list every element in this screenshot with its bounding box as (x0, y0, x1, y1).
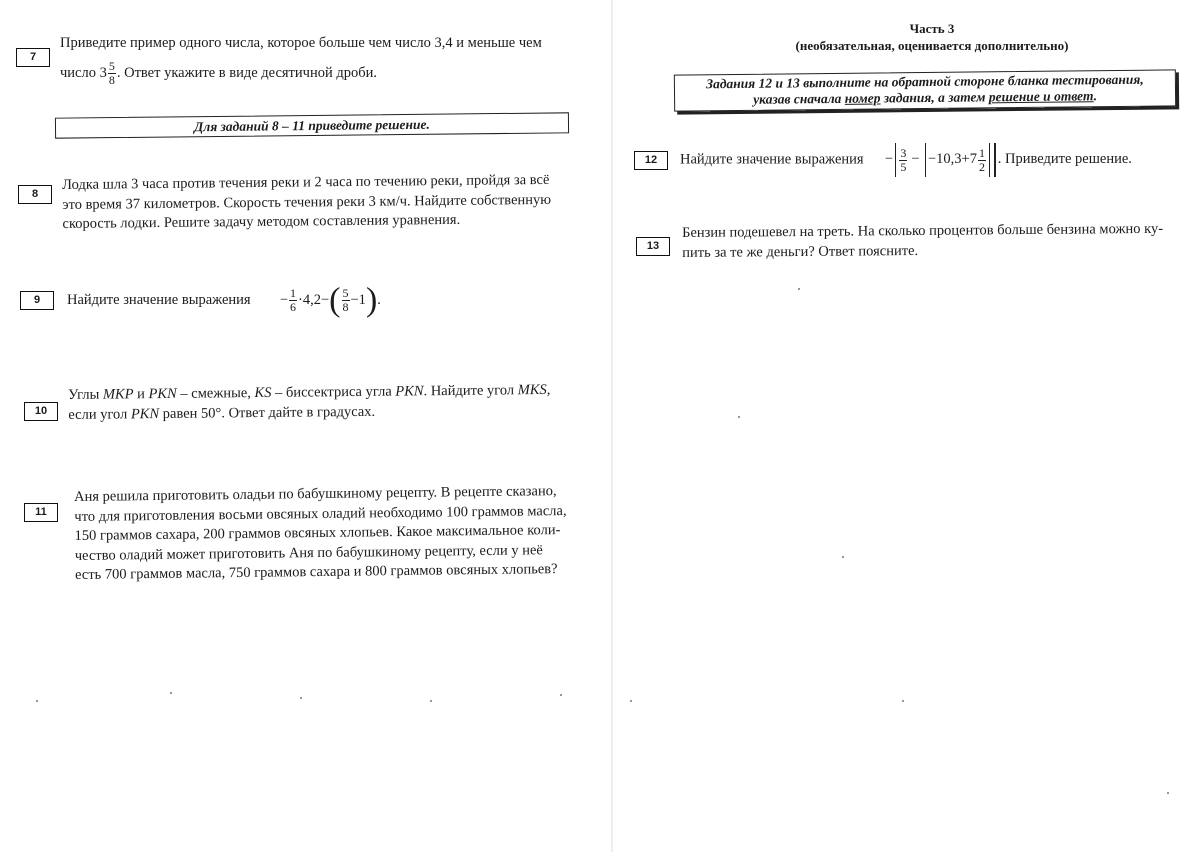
part-title: Часть 3 (909, 21, 955, 36)
open-paren: ( (329, 281, 341, 319)
close-paren: ) (365, 281, 378, 319)
task-number: 7 (16, 48, 50, 67)
fraction-denominator: 8 (108, 72, 115, 87)
scan-speck (170, 692, 172, 694)
underlined-text: номер (844, 90, 881, 106)
text-part: и (133, 386, 149, 403)
angle-name: PKN (148, 385, 177, 403)
task-line: пить за те же деньги? Ответ поясните. (682, 242, 919, 261)
underlined-text: решение и ответ (988, 88, 1094, 105)
minus-sign: − (884, 151, 894, 168)
scan-speck (560, 694, 562, 696)
expression-label: Найдите значение выражения (680, 151, 864, 168)
task-line: Приведите пример одного числа, которое больше чем число 3,4 и меньше чем (60, 35, 542, 51)
text-part: задания, а затем (880, 89, 989, 106)
abs-bar (989, 143, 990, 177)
task-number: 9 (20, 291, 54, 310)
task-line: 150 граммов сахара, 200 граммов овсяных хлопьев. Какое максимальное коли- (74, 522, 561, 544)
fraction-numerator: 5 (108, 58, 115, 73)
expression-end: . Приведите решение. (997, 151, 1132, 168)
ray-name: KS (254, 384, 272, 402)
fraction (108, 60, 116, 87)
task-text (68, 381, 588, 425)
text-part: . (1093, 88, 1098, 104)
fraction-numerator: 1 (978, 145, 985, 160)
text-part: равен 50°. Ответ дайте в градусах. (159, 403, 376, 422)
part-subtitle: (необязательная, оценивается дополнительно) (795, 38, 1069, 53)
expression (884, 145, 1132, 174)
angle-name: MKS (517, 381, 547, 399)
text-part: если угол (68, 405, 131, 423)
fraction-denominator: 6 (290, 300, 297, 314)
task-line: Лодка шла 3 часа против течения реки и 2 часа по течению реки, пройдя за всё (62, 171, 550, 193)
angle-name: MKP (102, 386, 134, 403)
scan-speck (300, 697, 302, 699)
expression-part: −10,3+7 (928, 151, 977, 168)
fraction-denominator: 8 (342, 300, 349, 314)
task-text (60, 34, 580, 87)
minus-sign: − (279, 291, 289, 308)
scan-speck (430, 700, 432, 702)
abs-bar (895, 143, 896, 177)
task-text (682, 220, 1182, 263)
task-line: есть 700 граммов масла, 750 граммов сахара и 800 граммов овсяных хлопьев? (74, 561, 558, 583)
task-number: 10 (24, 402, 58, 421)
fraction-numerator: 1 (290, 286, 297, 300)
abs-bar (994, 143, 995, 177)
task-line-prefix: число (60, 64, 96, 81)
abs-bar (925, 143, 926, 177)
task-line: что для приготовления восьми овсяных оладий необходимо 100 граммов масла, (74, 502, 567, 525)
angle-name: PKN (395, 383, 424, 400)
task-number: 8 (18, 185, 52, 204)
task-number: 11 (24, 503, 58, 522)
fraction (289, 287, 297, 314)
angle-name: PKN (130, 405, 160, 422)
scan-speck (1167, 792, 1169, 794)
expression (279, 281, 381, 319)
expression-part: ·4,2− (298, 291, 330, 308)
fraction-denominator: 2 (978, 159, 985, 174)
task-text (74, 482, 575, 586)
task-number: 13 (636, 237, 670, 256)
text-part: . Найдите угол (423, 382, 518, 400)
task-line (60, 60, 580, 87)
fraction (978, 147, 986, 174)
task-line: это время 37 километров. Скорость течения реки 3 км/ч. Найдите собственную (62, 191, 552, 213)
part-heading (772, 20, 1092, 54)
scan-speck (902, 700, 904, 702)
task-line: чество оладий может приготовить Аня по бабушкиному рецепту, если у неё (74, 541, 543, 564)
task-text (62, 171, 583, 235)
minus-sign: − (911, 151, 920, 168)
fraction (342, 287, 350, 314)
task-line: Аня решила приготовить оладьи по бабушкиному рецепту. В рецепте сказано, (74, 483, 557, 505)
text-part: – смежные, (176, 385, 255, 402)
mixed-number-whole: 3 (99, 64, 107, 81)
fraction-numerator: 3 (900, 145, 907, 160)
text-part: – биссектриса угла (271, 383, 396, 401)
banner-text: Для заданий 8 – 11 приведите решение. (194, 116, 430, 135)
task-text (680, 143, 1190, 177)
fraction (899, 147, 907, 174)
banner-line: Задания 12 и 13 выполните на обратной стороне бланка тестирования, (706, 71, 1144, 92)
scan-speck (798, 288, 800, 290)
task-number: 12 (634, 151, 668, 170)
expression-end: . (377, 291, 381, 308)
text-part: , (546, 381, 551, 398)
expression-part: −1 (350, 291, 366, 308)
scan-speck (738, 416, 740, 418)
fraction-numerator: 5 (342, 286, 349, 300)
scan-speck (630, 700, 632, 702)
right-page (612, 0, 1200, 852)
instruction-banner (55, 112, 569, 138)
expression-label: Найдите значение выражения (67, 291, 251, 308)
scan-speck (36, 700, 38, 702)
scan-speck (842, 556, 844, 558)
task-line-suffix: . Ответ укажите в виде десятичной дроби. (116, 64, 377, 81)
fraction-denominator: 5 (900, 159, 907, 174)
instruction-banner (674, 69, 1176, 111)
task-line: Бензин подешевел на треть. На сколько процентов больше бензина можно ку- (682, 220, 1164, 241)
text-part: Углы (68, 386, 103, 403)
text-part: указав сначала (753, 90, 845, 107)
task-line: скорость лодки. Решите задачу методом составления уравнения. (62, 211, 461, 232)
task-text (67, 281, 467, 319)
